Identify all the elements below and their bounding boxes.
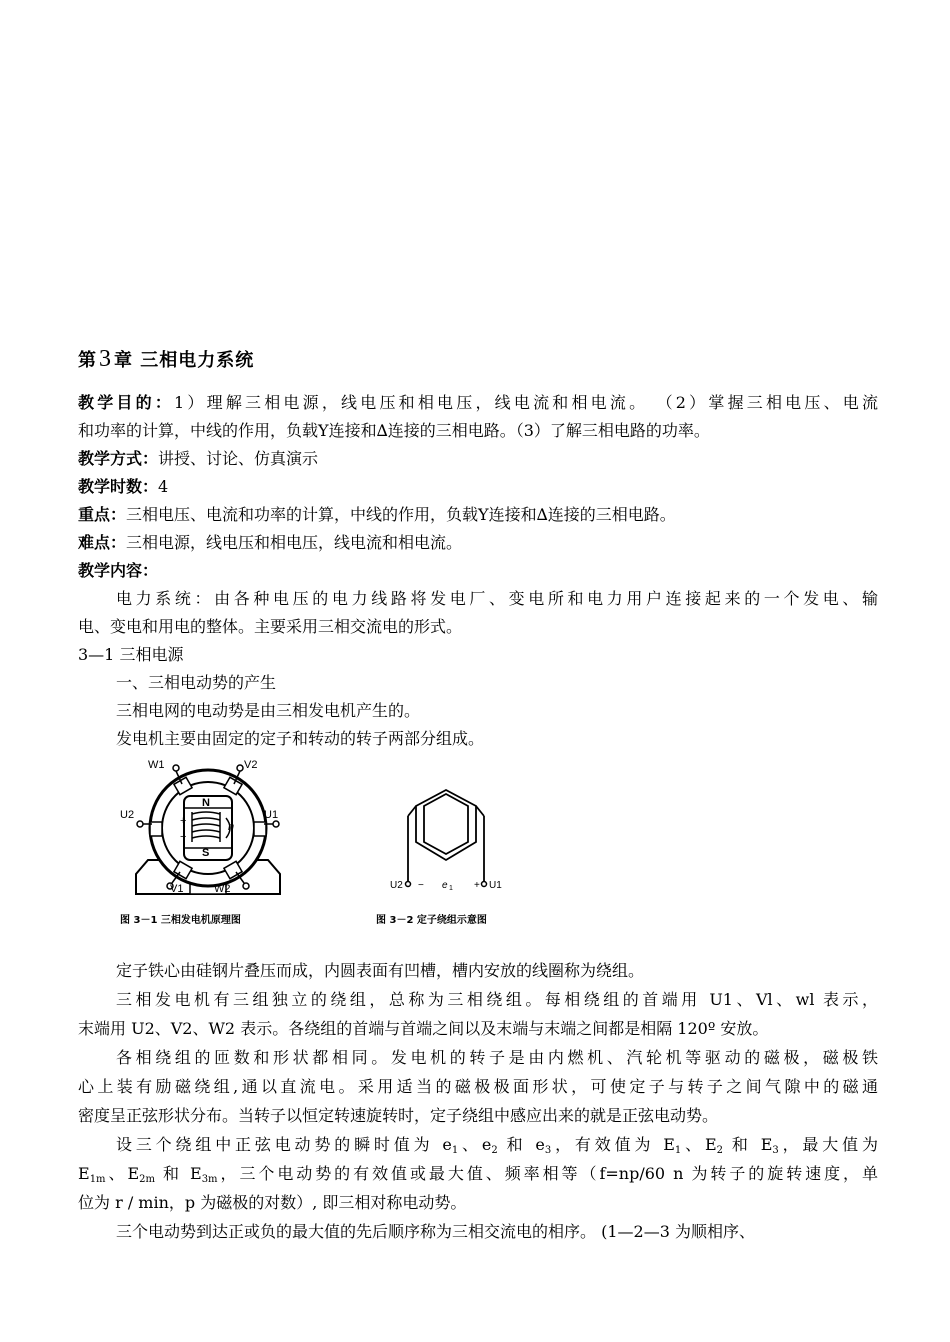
paragraph-5-line-2: 末端用 U2、V2、W2 表示。各绕组的首端与首端之间以及末端与末端之间都是相隔 120º 安放。 (78, 1019, 769, 1038)
objective-text-1: 1）理解三相电源，线电压和相电压，线电流和相电流。 （2）掌握三相电压、电流 (174, 393, 878, 412)
label-e-sub: 1 (449, 885, 453, 892)
label-plus: + (474, 880, 480, 891)
chapter-title (78, 346, 254, 373)
label-rotation: n (228, 821, 235, 833)
label-u2: U2 (390, 880, 403, 891)
paragraph-1-line-2: 电、变电和用电的整体。主要采用三相交流电的形式。 (78, 617, 463, 636)
label-v2: V2 (244, 759, 258, 771)
chapter-name: 章 三相电力系统 (114, 350, 255, 371)
figure-2-caption: 图 3－2 定子绕组示意图 (376, 915, 487, 926)
hours-line (78, 473, 878, 501)
hours-value: 4 (158, 477, 169, 496)
label-u1: U1 (264, 809, 279, 821)
paragraph-7-line-1: 设三个绕组中正弦电动势的瞬时值为 $e_1$、$e_2$ 和 $e_3$，有效值为 $E_1$、$E_2$ 和 $E_3$，最大值为 (116, 1135, 878, 1156)
paragraph-4: 定子铁心由硅钢片叠压而成，内圆表面有凹槽，槽内安放的线圈称为绕组。 (116, 961, 645, 980)
paragraph-3: 发电机主要由固定的定子和转动的转子两部分组成。 (116, 729, 485, 748)
difficult-line (78, 529, 878, 557)
objective-line-1 (78, 389, 878, 417)
label-south: S (202, 847, 210, 859)
key-value: 三相电压、电流和功率的计算，中线的作用，负载Y连接和∆连接的三相电路。 (126, 505, 676, 524)
key-line (78, 501, 878, 529)
method-label: 教学方式： (78, 449, 159, 468)
method-value: 讲授、讨论、仿真演示 (158, 449, 319, 468)
label-plus: + (180, 815, 187, 827)
content-label: 教学内容： (78, 561, 159, 580)
chapter-prefix: 第 (78, 350, 97, 371)
figure-stator-winding (388, 776, 508, 896)
winding-diagram (388, 776, 508, 896)
paragraph-6-line-1: 各相绕组的匝数和形状都相同。发电机的转子是由内燃机、汽轮机等驱动的磁极，磁极铁 (116, 1048, 878, 1067)
key-label: 重点： (78, 505, 127, 524)
paragraph-8: 三个电动势到达正或负的最大值的先后顺序称为三相交流电的相序。 (1—2—3 为顺相序、 (116, 1222, 755, 1241)
label-e: e (442, 880, 448, 891)
difficult-label: 难点： (78, 533, 127, 552)
hours-label: 教学时数： (78, 477, 159, 496)
paragraph-7-line-3: 位为 r / min，p 为磁极的对数）, 即三相对称电动势。 (78, 1193, 467, 1212)
meta-block (78, 389, 878, 753)
paragraph-6-line-2: 心上装有励磁绕组,通以直流电。采用适当的磁极极面形状，可使定子与转子之间气隙中的磁通 (78, 1077, 878, 1096)
label-minus: − (418, 880, 424, 891)
section-heading: 3—1 三相电源 (78, 645, 184, 664)
paragraph-5-line-1: 三相发电机有三组独立的绕组，总称为三相绕组。每相绕组的首端用 U1、Vl、wl 表示， (116, 990, 878, 1009)
figure-generator (118, 756, 298, 906)
label-v1: V1 (170, 883, 184, 895)
label-u1: U1 (489, 880, 502, 891)
paragraph-2: 三相电网的电动势是由三相发电机产生的。 (116, 701, 421, 720)
label-w1: W1 (148, 759, 165, 771)
objective-text-2: 和功率的计算，中线的作用，负载Y连接和∆连接的三相电路。（3）了解三相电路的功率。 (78, 421, 710, 440)
chapter-number: 3 (99, 346, 112, 372)
subsection-heading: 一、三相电动势的产生 (116, 673, 277, 692)
difficult-value: 三相电源，线电压和相电压，线电流和相电流。 (126, 533, 463, 552)
label-w2: W2 (214, 883, 231, 895)
figure-1-caption: 图 3－1 三相发电机原理图 (120, 915, 241, 926)
generator-diagram (118, 756, 298, 906)
body-block (78, 956, 878, 1246)
paragraph-1-line-1: 电力系统：由各种电压的电力线路将发电厂、变电所和电力用户连接起来的一个发电、输 (116, 589, 878, 608)
label-minus: − (180, 831, 187, 843)
objective-label: 教学目的： (78, 393, 175, 412)
paragraph-7-line-2: $E_{1m}$、$E_{2m}$ 和 $E_{3m}$，三个电动势的有效值或最大值、频率相等（f=np/60 n 为转子的旋转速度，单 (78, 1164, 878, 1185)
method-line (78, 445, 878, 473)
paragraph-6-line-3: 密度呈正弦形状分布。当转子以恒定转速旋转时，定子绕组中感应出来的就是正弦电动势。 (78, 1106, 719, 1125)
label-u2: U2 (120, 809, 135, 821)
label-north: N (202, 797, 210, 809)
